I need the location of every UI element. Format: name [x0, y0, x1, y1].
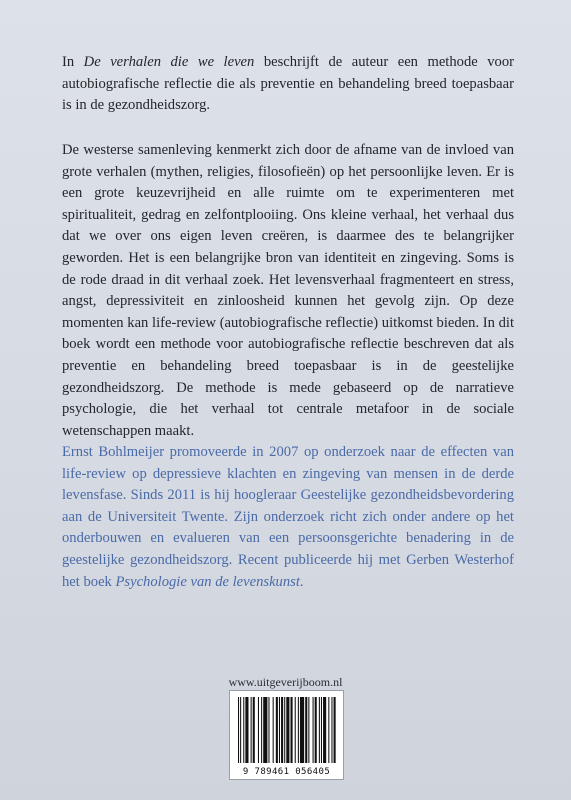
barcode-bar — [281, 697, 283, 763]
author-bio — [62, 442, 514, 593]
barcode-bar — [253, 697, 255, 763]
publisher-url[interactable]: www.uitgeverijboom.nl — [228, 675, 343, 689]
barcode-bar — [291, 697, 293, 763]
body-paragraph: De westerse samenleving kenmerkt zich door de afname van de invloed van grote verhalen (mythen, religies, filosofieën) op het persoonlijke leven. Er is een grote keuzevrijheid en alle ruimte om te experimenteren met spiritualiteit, gedrag en zelfontplooiing. Ons kleine verhaal, het verhaal dus dat we over ons eigen leven creëren, is daarmee des te belangrijker geworden. Het is een belangrijke bron van identiteit en zingeving. Soms is de rode draad in dit verhaal zoek. Het levensverhaal fragmenteert en stress, angst, depressiviteit en zinloosheid kunnen het gevolg zijn. Op deze momenten kan life-review (autobiografische reflectie) uitkomst bieden. In dit boek wordt een methode voor autobiografische reflectie beschreven dat als preventie en behandeling breed toepasbaar is in de geestelijke gezondheidszorg. De methode is mede gebaseerd op de narratieve psychologie, die het verhaal tot centrale metafoor in de sociale wetenschappen maakt. — [62, 142, 514, 439]
barcode-bar — [313, 697, 314, 763]
barcode-bar — [331, 697, 332, 763]
intro-paragraph — [62, 52, 514, 117]
barcode-bar — [245, 697, 248, 763]
barcode-bar — [273, 697, 274, 763]
barcode — [229, 690, 344, 780]
barcode-bar — [284, 697, 285, 763]
author-bio-end: . — [299, 573, 304, 590]
barcode-bar — [300, 697, 304, 763]
barcode-bar — [323, 697, 326, 763]
other-book-title: Psychologie van de levenskunst — [115, 573, 300, 590]
barcode-bar — [321, 697, 322, 763]
intro-lead: In — [62, 54, 84, 70]
barcode-bar — [263, 697, 267, 763]
barcode-bar — [261, 697, 262, 763]
barcode-bar — [308, 697, 309, 763]
barcode-bar — [298, 697, 299, 763]
barcode-bar — [328, 697, 329, 763]
barcode-bars — [230, 691, 343, 767]
author-bio-text: Ernst Bohlmeijer promoveerde in 2007 op onderzoek naar de effecten van life-review op depressieve klachten en zingeving van mensen in de derde levensfase. Sinds 2011 is hij hoogleraar Geestelijke gezondheidsbevordering aan de Universiteit Twente. Zijn onderzoek richt zich onder andere op het onderbouwen en evalueren van een persoonsgerichte benadering in de geestelijke gezondheidszorg. Recent publiceerde hij met Gerben Westerhof het boek — [62, 444, 514, 590]
barcode-bar — [240, 697, 241, 763]
barcode-bar — [276, 697, 278, 763]
barcode-bar — [251, 697, 252, 763]
barcode-bar — [268, 697, 269, 763]
barcode-bar — [315, 697, 317, 763]
barcode-bar — [286, 697, 289, 763]
barcode-bar — [295, 697, 296, 763]
barcode-bar — [319, 697, 320, 763]
book-title: De verhalen die we leven — [83, 54, 255, 70]
barcode-bar — [334, 697, 336, 763]
isbn-number: 9 789461 056405 — [242, 767, 331, 777]
barcode-bar — [238, 697, 239, 763]
barcode-bar — [258, 697, 259, 763]
barcode-bar — [279, 697, 280, 763]
intro-rest: beschrijft de auteur een methode voor autobiografische reflectie die als preventie en behandeling breed toepasbaar is in de gezondheidszorg. — [62, 54, 514, 114]
barcode-bar — [243, 697, 244, 763]
barcode-bar — [305, 697, 307, 763]
